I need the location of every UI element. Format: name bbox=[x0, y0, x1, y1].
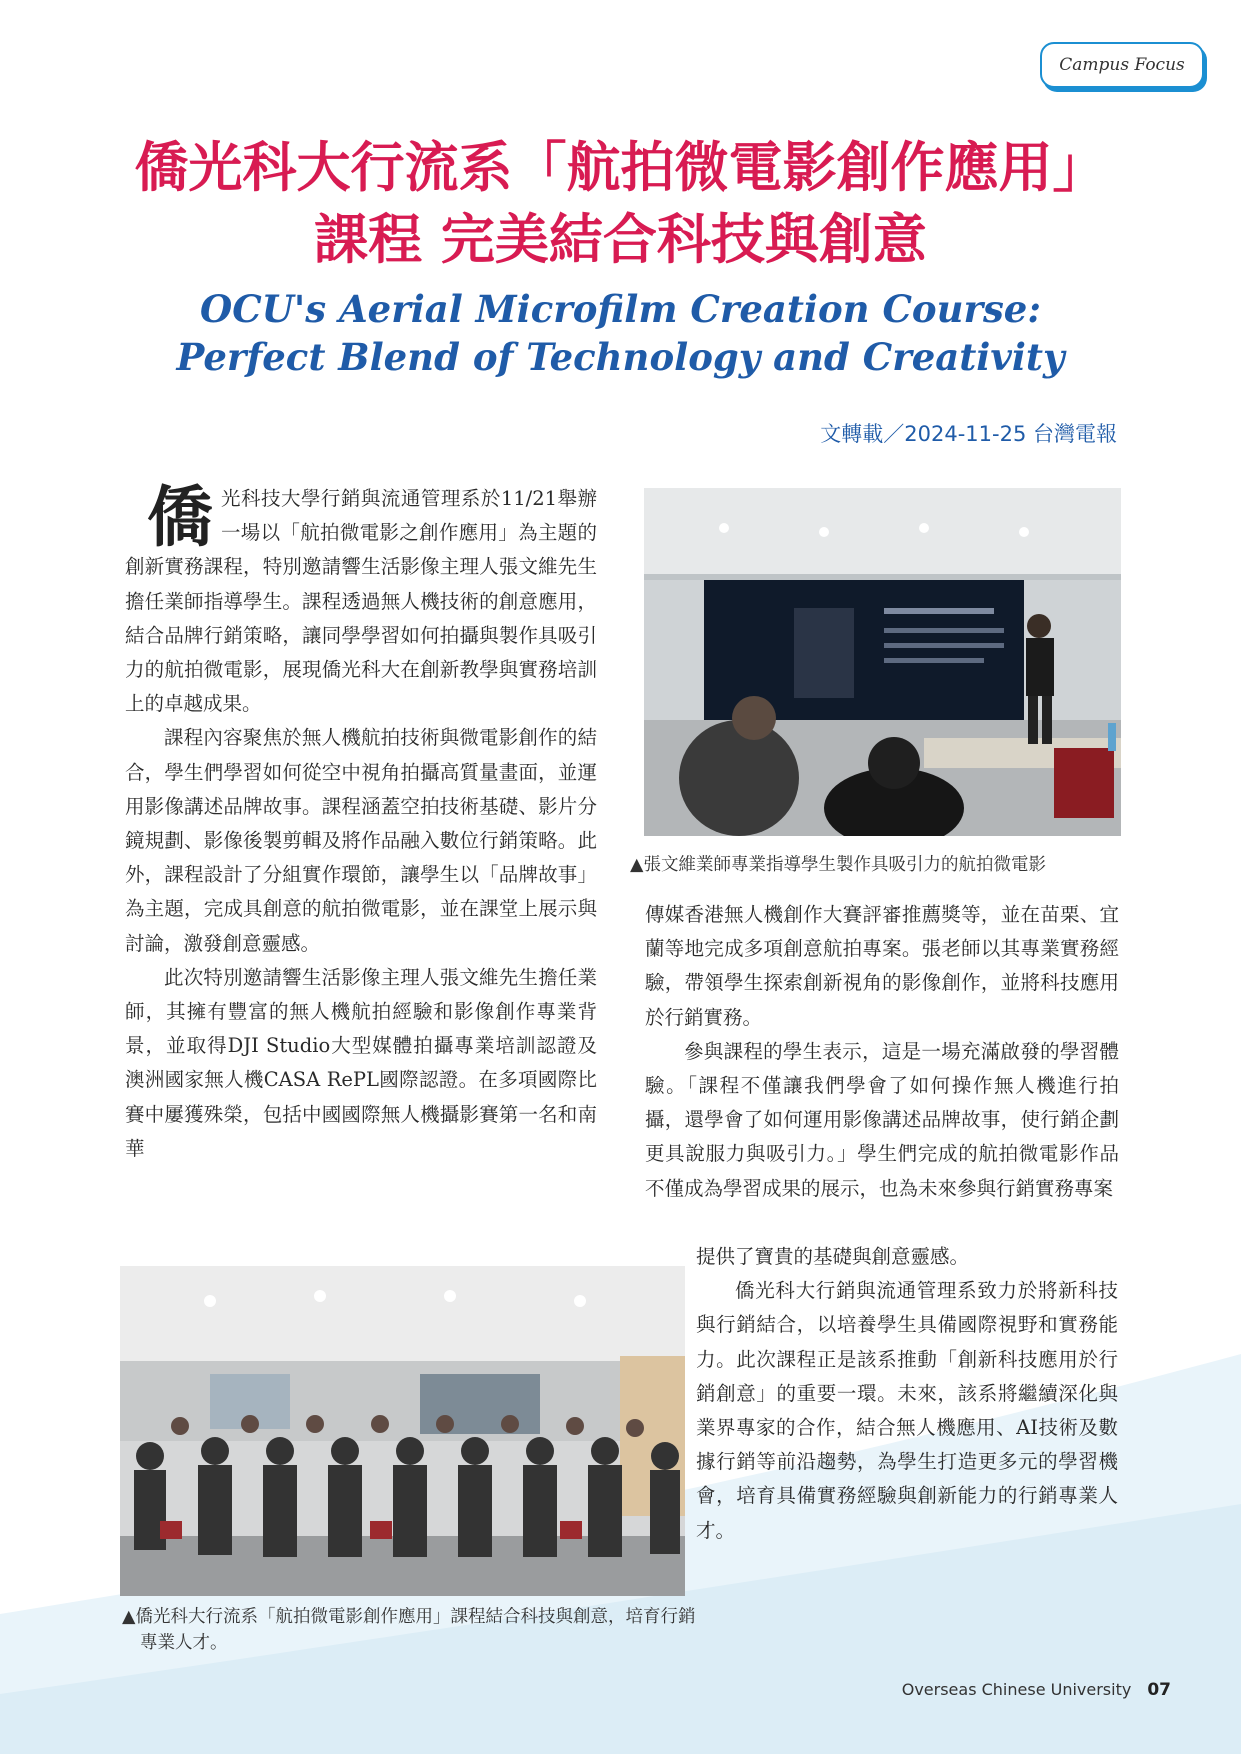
photo-class-group bbox=[120, 1266, 685, 1596]
badge-label: Campus Focus bbox=[1059, 55, 1185, 75]
publication-name: Overseas Chinese University bbox=[901, 1680, 1132, 1699]
title-zh-line1: 僑光科大行流系「航拍微電影創作應用」 bbox=[134, 136, 1107, 199]
paragraph-2: 課程內容聚焦於無人機航拍技術與微電影創作的結合，學生們學習如何從空中視角拍攝高質量畫面，並運用影像講述品牌故事。課程涵蓋空拍技術基礎、影片分鏡規劃、影像後製剪輯及將作品融入數位行銷策略。此外，課程設計了分組實作環節，讓學生以「品牌故事」為主題，完成具創意的航拍微電影，並在課堂上展示與討論，激發創意靈感。 bbox=[125, 726, 597, 955]
paragraph-3: 此次特別邀請響生活影像主理人張文維先生擔任業師，其擁有豐富的無人機航拍經驗和影像創作專業背景，並取得DJI Studio大型媒體拍攝專業培訓認證及澳洲國家無人機CASA RePL國際認證。在多項國際比賽中屢獲殊榮，包括中國國際無人機攝影賽第一名和南華 bbox=[125, 965, 597, 1160]
article-source: 文轉載／2024-11-25 台灣電報 bbox=[820, 422, 1117, 446]
paragraph-4: 參與課程的學生表示，這是一場充滿啟發的學習體驗。「課程不僅讓我們學會了如何操作無人機進行拍攝，還學會了如何運用影像講述品牌故事，使行銷企劃更具說服力與吸引力。」學生們完成的航拍微電影作品不僅成為學習成果的展示，也為未來參與行銷實務專案 bbox=[645, 1039, 1119, 1200]
paragraph-3-continued: 傳媒香港無人機創作大賽評審推薦獎等，並在苗栗、宜蘭等地完成多項創意航拍專案。張老師以其專業實務經驗，帶領學生探索創新視角的影像創作，並將科技應用於行銷實務。 bbox=[645, 903, 1119, 1029]
page-number: 07 bbox=[1147, 1680, 1171, 1700]
article-title-zh bbox=[60, 132, 1181, 276]
drop-cap: 僑 bbox=[147, 478, 213, 556]
page-footer bbox=[902, 1680, 1171, 1700]
paragraph-4-continued: 提供了寶貴的基礎與創意靈感。 bbox=[696, 1245, 970, 1268]
photo-instructor-caption: ▲張文維業師專業指導學生製作具吸引力的航拍微電影 bbox=[630, 855, 1046, 875]
title-zh-line2: 課程 完美結合科技與創意 bbox=[314, 208, 927, 271]
photo-class-group-caption: ▲僑光科大行流系「航拍微電影創作應用」課程結合科技與創意，培育行銷專業人才。 bbox=[122, 1607, 696, 1653]
paragraph-1 bbox=[125, 478, 597, 721]
article-column-left bbox=[125, 478, 597, 1166]
article-column-right-lower bbox=[696, 1240, 1118, 1548]
article-column-right bbox=[645, 898, 1119, 1206]
article-title-en bbox=[60, 285, 1181, 381]
campus-focus-badge bbox=[1040, 42, 1204, 88]
paragraph-5: 僑光科大行銷與流通管理系致力於將新科技與行銷結合，以培養學生具備國際視野和實務能力。此次課程正是該系推動「創新科技應用於行銷創意」的重要一環。未來，該系將繼續深化與業界專家的合作，結合無人機應用、AI技術及數據行銷等前沿趨勢，為學生打造更多元的學習機會，培育具備實務經驗與創新能力的行銷專業人才。 bbox=[696, 1279, 1118, 1542]
title-en-line2: Perfect Blend of Technology and Creativity bbox=[176, 335, 1065, 379]
photo-instructor-lecture bbox=[644, 488, 1121, 836]
title-en-line1: OCU's Aerial Microfilm Creation Course: bbox=[199, 287, 1041, 331]
paragraph-1-text: 光科技大學行銷與流通管理系於11/21舉辦一場以「航拍微電影之創作應用」為主題的創新實務課程，特別邀請響生活影像主理人張文維先生擔任業師指導學生。課程透過無人機技術的創意應用，結合品牌行銷策略，讓同學學習如何拍攝與製作具吸引力的航拍微電影，展現僑光科大在創新教學與實務培訓上的卓越成果。 bbox=[125, 487, 597, 716]
